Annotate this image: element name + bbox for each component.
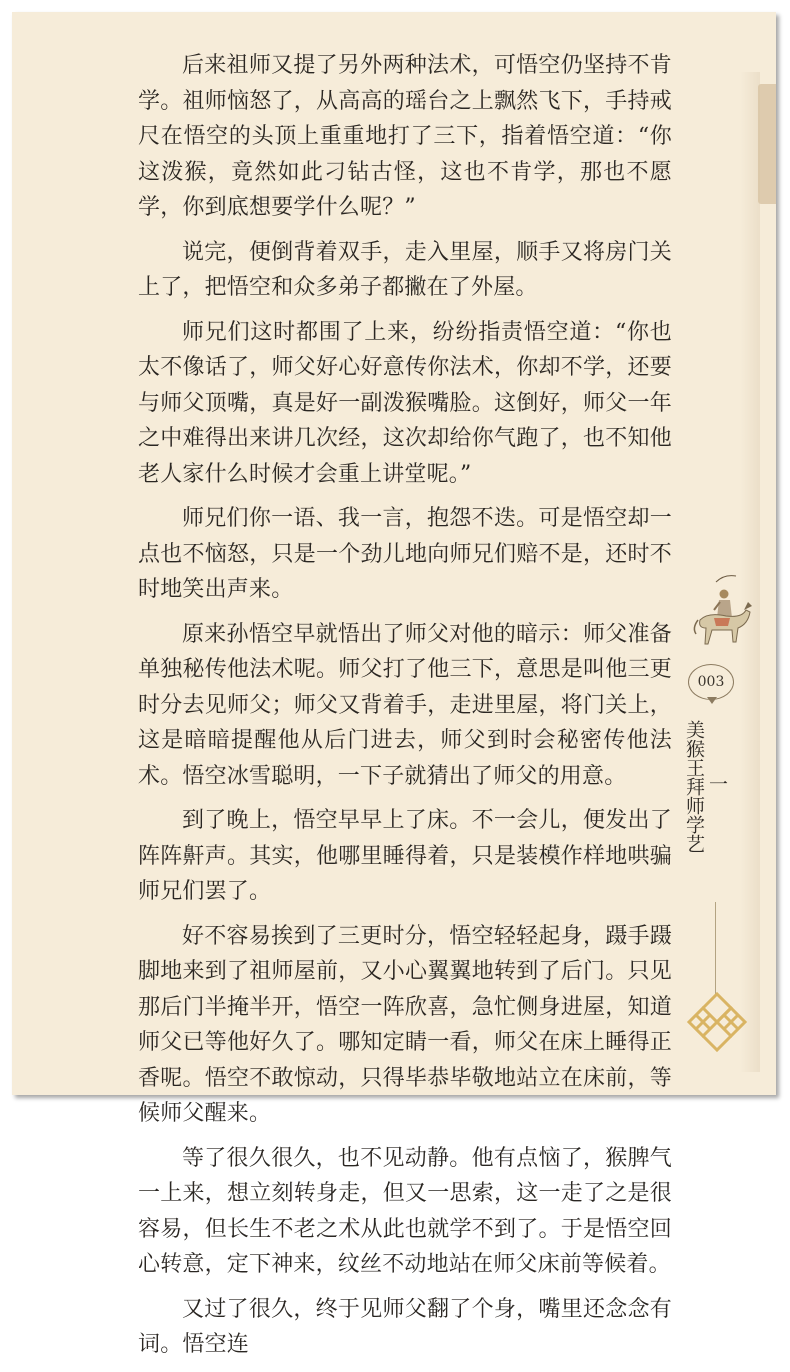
paragraph: 等了很久很久，也不见动静。他有点恼了，猴脾气一上来，想立刻转身走，但又一思索，这一走了之是很容易，但长生不老之术从此也就学不到了。于是悟空回心转意，定下神来，纹丝不动地站在师父床前等候着。 [138,1145,672,1277]
paragraph: 说完，便倒背着双手，走入里屋，顺手又将房门关上了，把悟空和众多弟子都撇在了外屋。 [138,239,672,300]
book-page [12,12,776,1357]
page-number-pointer [707,697,717,704]
endless-knot-ornament-icon [681,992,753,1052]
paragraph: 原来孙悟空早就悟出了师父对他的暗示：师父准备单独秘传他法术呢。师父打了他三下，意思是叫他三更时分去见师父；师父又背着手，走进里屋，将门关上，这是暗暗提醒他从后门进去，师父到时会秘密传他法术。悟空冰雪聪明，一下子就猜出了师父的用意。 [138,621,672,789]
paragraph: 到了晚上，悟空早早上了床。不一会儿，便发出了阵阵鼾声。其实，他哪里睡得着，只是装模作样地哄骗师兄们罢了。 [138,808,672,904]
chapter-divider-line [715,902,716,997]
paragraph: 好不容易挨到了三更时分，悟空轻轻起身，蹑手蹑脚地来到了祖师屋前，又小心翼翼地转到了后门。只见那后门半掩半开，悟空一阵欣喜，急忙侧身进屋，知道师父已等他好久了。哪知定睛一看，师父在床上睡得正香呢。悟空不敢惊动，只得毕恭毕敬地站立在床前，等候师父醒来。 [138,923,672,1126]
paragraph: 又过了很久，终于见师父翻了个身，嘴里还念念有词。悟空连 [138,1296,672,1357]
page-edge-tab [758,84,776,204]
chapter-title [683,720,728,853]
paragraph: 师兄们你一语、我一言，抱怨不迭。可是悟空却一点也不恼怒，只是一个劲儿地向师兄们赔不是，还时不时地笑出声来。 [138,506,672,602]
horse-rider-illustration-icon [686,572,756,652]
body-text [138,48,672,1372]
paragraph: 后来祖师又提了另外两种法术，可悟空仍坚持不肯学。祖师恼怒了，从高高的瑶台之上飘然飞下，手持戒尺在悟空的头顶上重重地打了三下，指着悟空道：“你这泼猴，竟然如此刁钻古怪，这也不肯学，那也不愿学，你到底想要学什么呢？” [138,53,672,220]
paragraph: 师兄们这时都围了上来，纷纷指责悟空道：“你也太不像话了，师父好心好意传你法术，你却不学，还要与师父顶嘴，真是好一副泼猴嘴脸。这倒好，师父一年之中难得出来讲几次经，这次却给你气跑了，也不知他老人家什么时候才会重上讲堂呢。” [138,319,672,487]
chapter-number: 一 [706,774,728,793]
page-number: 003 [688,664,734,700]
chapter-name: 美猴王拜师学艺 [683,720,705,853]
side-column [676,572,762,1092]
